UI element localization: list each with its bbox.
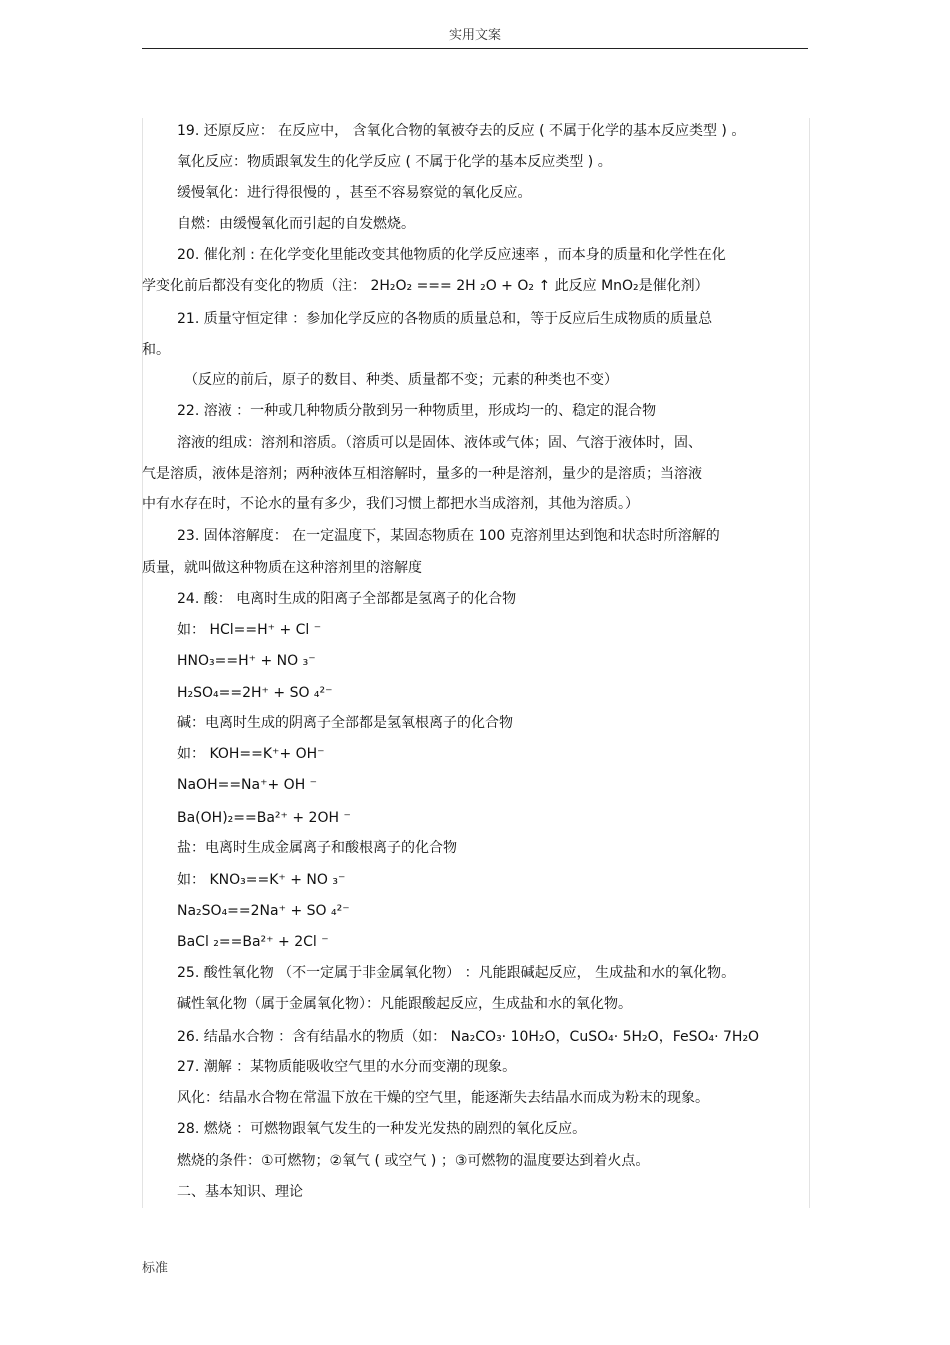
text-line: H₂SO₄==2H⁺ + SO ₄²⁻	[177, 685, 333, 701]
text-line: BaCl ₂==Ba²⁺ + 2Cl ⁻	[177, 934, 329, 950]
text-line: 如： KNO₃==K⁺ + NO ₃⁻	[177, 872, 346, 888]
text-line: NaOH==Na⁺+ OH ⁻	[177, 777, 318, 793]
text-line: 22. 溶液 ：一种或几种物质分散到另一种物质里，形成均一的、稳定的混合物	[177, 403, 657, 419]
text-line: 中有水存在时，不论水的量有多少，我们习惯上都把水当成溶剂，其他为溶质。）	[142, 496, 639, 512]
text-line: 缓慢氧化：进行得很慢的 ，甚至不容易察觉的氧化反应。	[177, 185, 532, 201]
text-line: 27. 潮解 ：某物质能吸收空气里的水分而变潮的现象。	[177, 1059, 517, 1075]
text-line: 盐：电离时生成金属离子和酸根离子的化合物	[177, 840, 457, 856]
text-line: 28. 燃烧 ：可燃物跟氧气发生的一种发光发热的剧烈的氧化反应。	[177, 1121, 587, 1137]
text-line: 碱性氧化物（属于金属氧化物）：凡能跟酸起反应，生成盐和水的氧化物。	[177, 996, 632, 1012]
text-line: 溶液的组成：溶剂和溶质。（溶质可以是固体、液体或气体；固、气溶于液体时，固、	[177, 435, 702, 451]
text-line: 26. 结晶水合物 ：含有结晶水的物质（如： Na₂CO₃· 10H₂O，CuSO₄· 5H₂O，FeSO₄· 7H₂O	[177, 1029, 760, 1045]
text-line: 学变化前后都没有变化的物质（注： 2H₂O₂ === 2H ₂O + O₂ ↑ 此反应 MnO₂是催化剂）	[142, 278, 709, 294]
text-line: 25. 酸性氧化物 （不一定属于非金属氧化物） ：凡能跟碱起反应， 生成盐和水的氧化物。	[177, 965, 736, 981]
text-line: 如： HCl==H⁺ + Cl ⁻	[177, 622, 322, 638]
text-line: 19. 还原反应： 在反应中， 含氧化合物的氧被夺去的反应 ( 不属于化学的基本反应类型 ) 。	[177, 123, 746, 139]
text-line: 质量，就叫做这种物质在这种溶剂里的溶解度	[142, 560, 422, 576]
text-line: 24. 酸： 电离时生成的阳离子全部都是氢离子的化合物	[177, 591, 517, 607]
text-line: 氧化反应：物质跟氧发生的化学反应 ( 不属于化学的基本反应类型 ) 。	[177, 154, 612, 170]
text-line: Na₂SO₄==2Na⁺ + SO ₄²⁻	[177, 903, 350, 919]
text-line: 23. 固体溶解度： 在一定温度下，某固态物质在 100 克溶剂里达到饱和状态时所溶解的	[177, 528, 720, 544]
text-line: 风化：结晶水合物在常温下放在干燥的空气里，能逐渐失去结晶水而成为粉末的现象。	[177, 1090, 709, 1106]
text-line: 自燃：由缓慢氧化而引起的自发燃烧。	[177, 216, 415, 232]
text-line: HNO₃==H⁺ + NO ₃⁻	[177, 653, 316, 669]
page-footer-label: 标准	[142, 1261, 169, 1276]
text-line: 如： KOH==K⁺+ OH⁻	[177, 746, 325, 762]
text-line: 二、基本知识、理论	[177, 1184, 303, 1200]
text-line: 气是溶质，液体是溶剂；两种液体互相溶解时，量多的一种是溶剂，量少的是溶质；当溶液	[142, 466, 702, 482]
text-line: 燃烧的条件：①可燃物；②氧气 ( 或空气 ) ；③可燃物的温度要达到着火点。	[177, 1153, 650, 1169]
text-line: 21. 质量守恒定律 ：参加化学反应的各物质的质量总和，等于反应后生成物质的质量总	[177, 311, 713, 327]
text-line: Ba(OH)₂==Ba²⁺ + 2OH ⁻	[177, 810, 351, 826]
text-line: 和。	[142, 342, 170, 358]
text-line: 碱：电离时生成的阴离子全部都是氢氧根离子的化合物	[177, 715, 513, 731]
text-line: （反应的前后，原子的数目、种类、质量都不变；元素的种类也不变）	[184, 372, 618, 388]
text-line: 20. 催化剂 : 在化学变化里能改变其他物质的化学反应速率 ，而本身的质量和化学性在化	[177, 247, 726, 263]
page-header-title: 实用文案	[448, 28, 501, 43]
